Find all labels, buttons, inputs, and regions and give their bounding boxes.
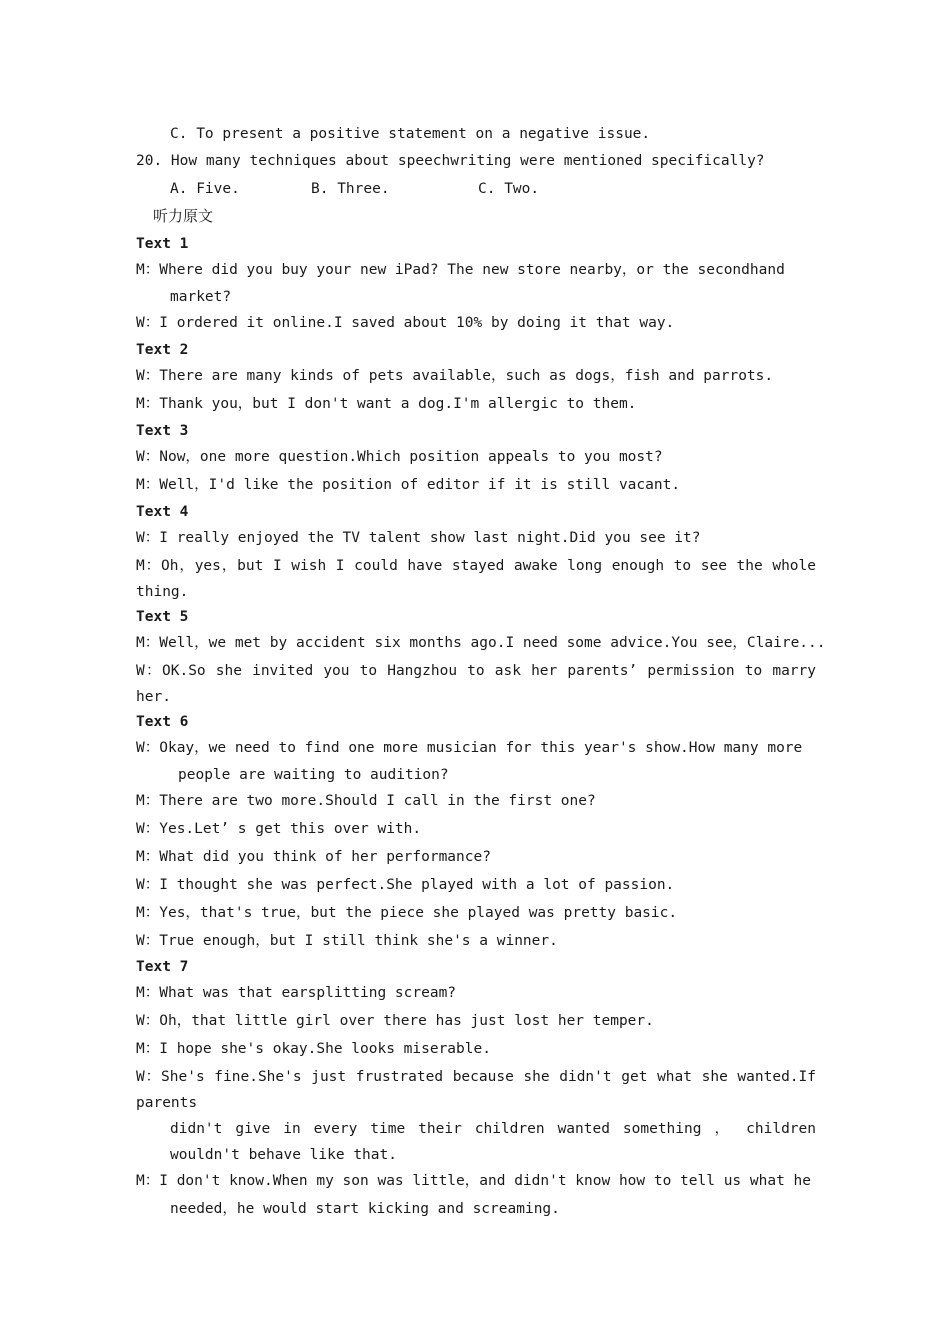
text6-line: M：There are two more.Should I call in the first one? [136, 793, 596, 809]
text2-line: W：There are many kinds of pets available，such as dogs，fish and parrots. [136, 368, 774, 384]
text4-line: W：I really enjoyed the TV talent show last night.Did you see it? [136, 530, 701, 546]
text5-line: her. [136, 689, 171, 705]
text7-line: W：She's fine.She's just frustrated because she didn't get what she wanted.If [136, 1069, 816, 1085]
text6-line: W：I thought she was perfect.She played with a lot of passion. [136, 877, 675, 893]
text4-line: thing. [136, 584, 189, 600]
q20-option-a: A. Five. [170, 181, 240, 197]
text6-heading: Text 6 [136, 714, 189, 730]
text3-line: W：Now，one more question.Which position appeals to you most? [136, 449, 663, 465]
text6-line: M：What did you think of her performance? [136, 849, 491, 865]
text1-line: M：Where did you buy your new iPad? The new store nearby，or the secondhand [136, 262, 785, 278]
text6-line: W：True enough，but I still think she's a winner. [136, 933, 558, 949]
text2-line: M：Thank you，but I don't want a dog.I'm allergic to them. [136, 396, 637, 412]
text6-line: M：Yes，that's true，but the piece she played was pretty basic. [136, 905, 678, 921]
text3-line: M：Well，I'd like the position of editor if it is still vacant. [136, 477, 681, 493]
text7-line: M：I hope she's okay.She looks miserable. [136, 1041, 491, 1057]
q20-option-b: B. Three. [311, 181, 390, 197]
text7-line: needed，he would start kicking and screaming. [170, 1201, 560, 1217]
q19-option-c: C. To present a positive statement on a negative issue. [170, 126, 651, 142]
text7-heading: Text 7 [136, 959, 189, 975]
text5-line: M：Well，we met by accident six months ago.I need some advice.You see，Claire... [136, 635, 826, 651]
text7-line: parents [136, 1095, 198, 1111]
text6-line: W：Yes.Let’ s get this over with. [136, 821, 422, 837]
q20-option-c: C. Two. [478, 181, 540, 197]
text7-line: wouldn't behave like that. [170, 1147, 397, 1163]
text1-line: market? [170, 289, 232, 305]
transcript-title: 听力原文 [153, 207, 214, 225]
text7-line: M：What was that earsplitting scream? [136, 985, 457, 1001]
text2-heading: Text 2 [136, 342, 189, 358]
q20-question: 20. How many techniques about speechwriting were mentioned specifically? [136, 153, 765, 169]
text6-line: people are waiting to audition? [178, 767, 449, 783]
text7-line: W：Oh，that little girl over there has just lost her temper. [136, 1013, 654, 1029]
text4-line: M：Oh，yes，but I wish I could have stayed awake long enough to see the whole [136, 558, 816, 574]
text5-line: W：OK.So she invited you to Hangzhou to ask her parents’ permission to marry [136, 663, 816, 679]
text6-line: W：Okay，we need to find one more musician for this year's show.How many more [136, 740, 803, 756]
text3-heading: Text 3 [136, 423, 189, 439]
text7-line: M：I don't know.When my son was little，and didn't know how to tell us what he [136, 1173, 812, 1189]
text1-heading: Text 1 [136, 236, 189, 252]
text4-heading: Text 4 [136, 504, 189, 520]
text1-line: W：I ordered it online.I saved about 10% by doing it that way. [136, 315, 675, 331]
text7-line: didn't give in every time their children wanted something ， children [170, 1121, 816, 1137]
text5-heading: Text 5 [136, 609, 189, 625]
